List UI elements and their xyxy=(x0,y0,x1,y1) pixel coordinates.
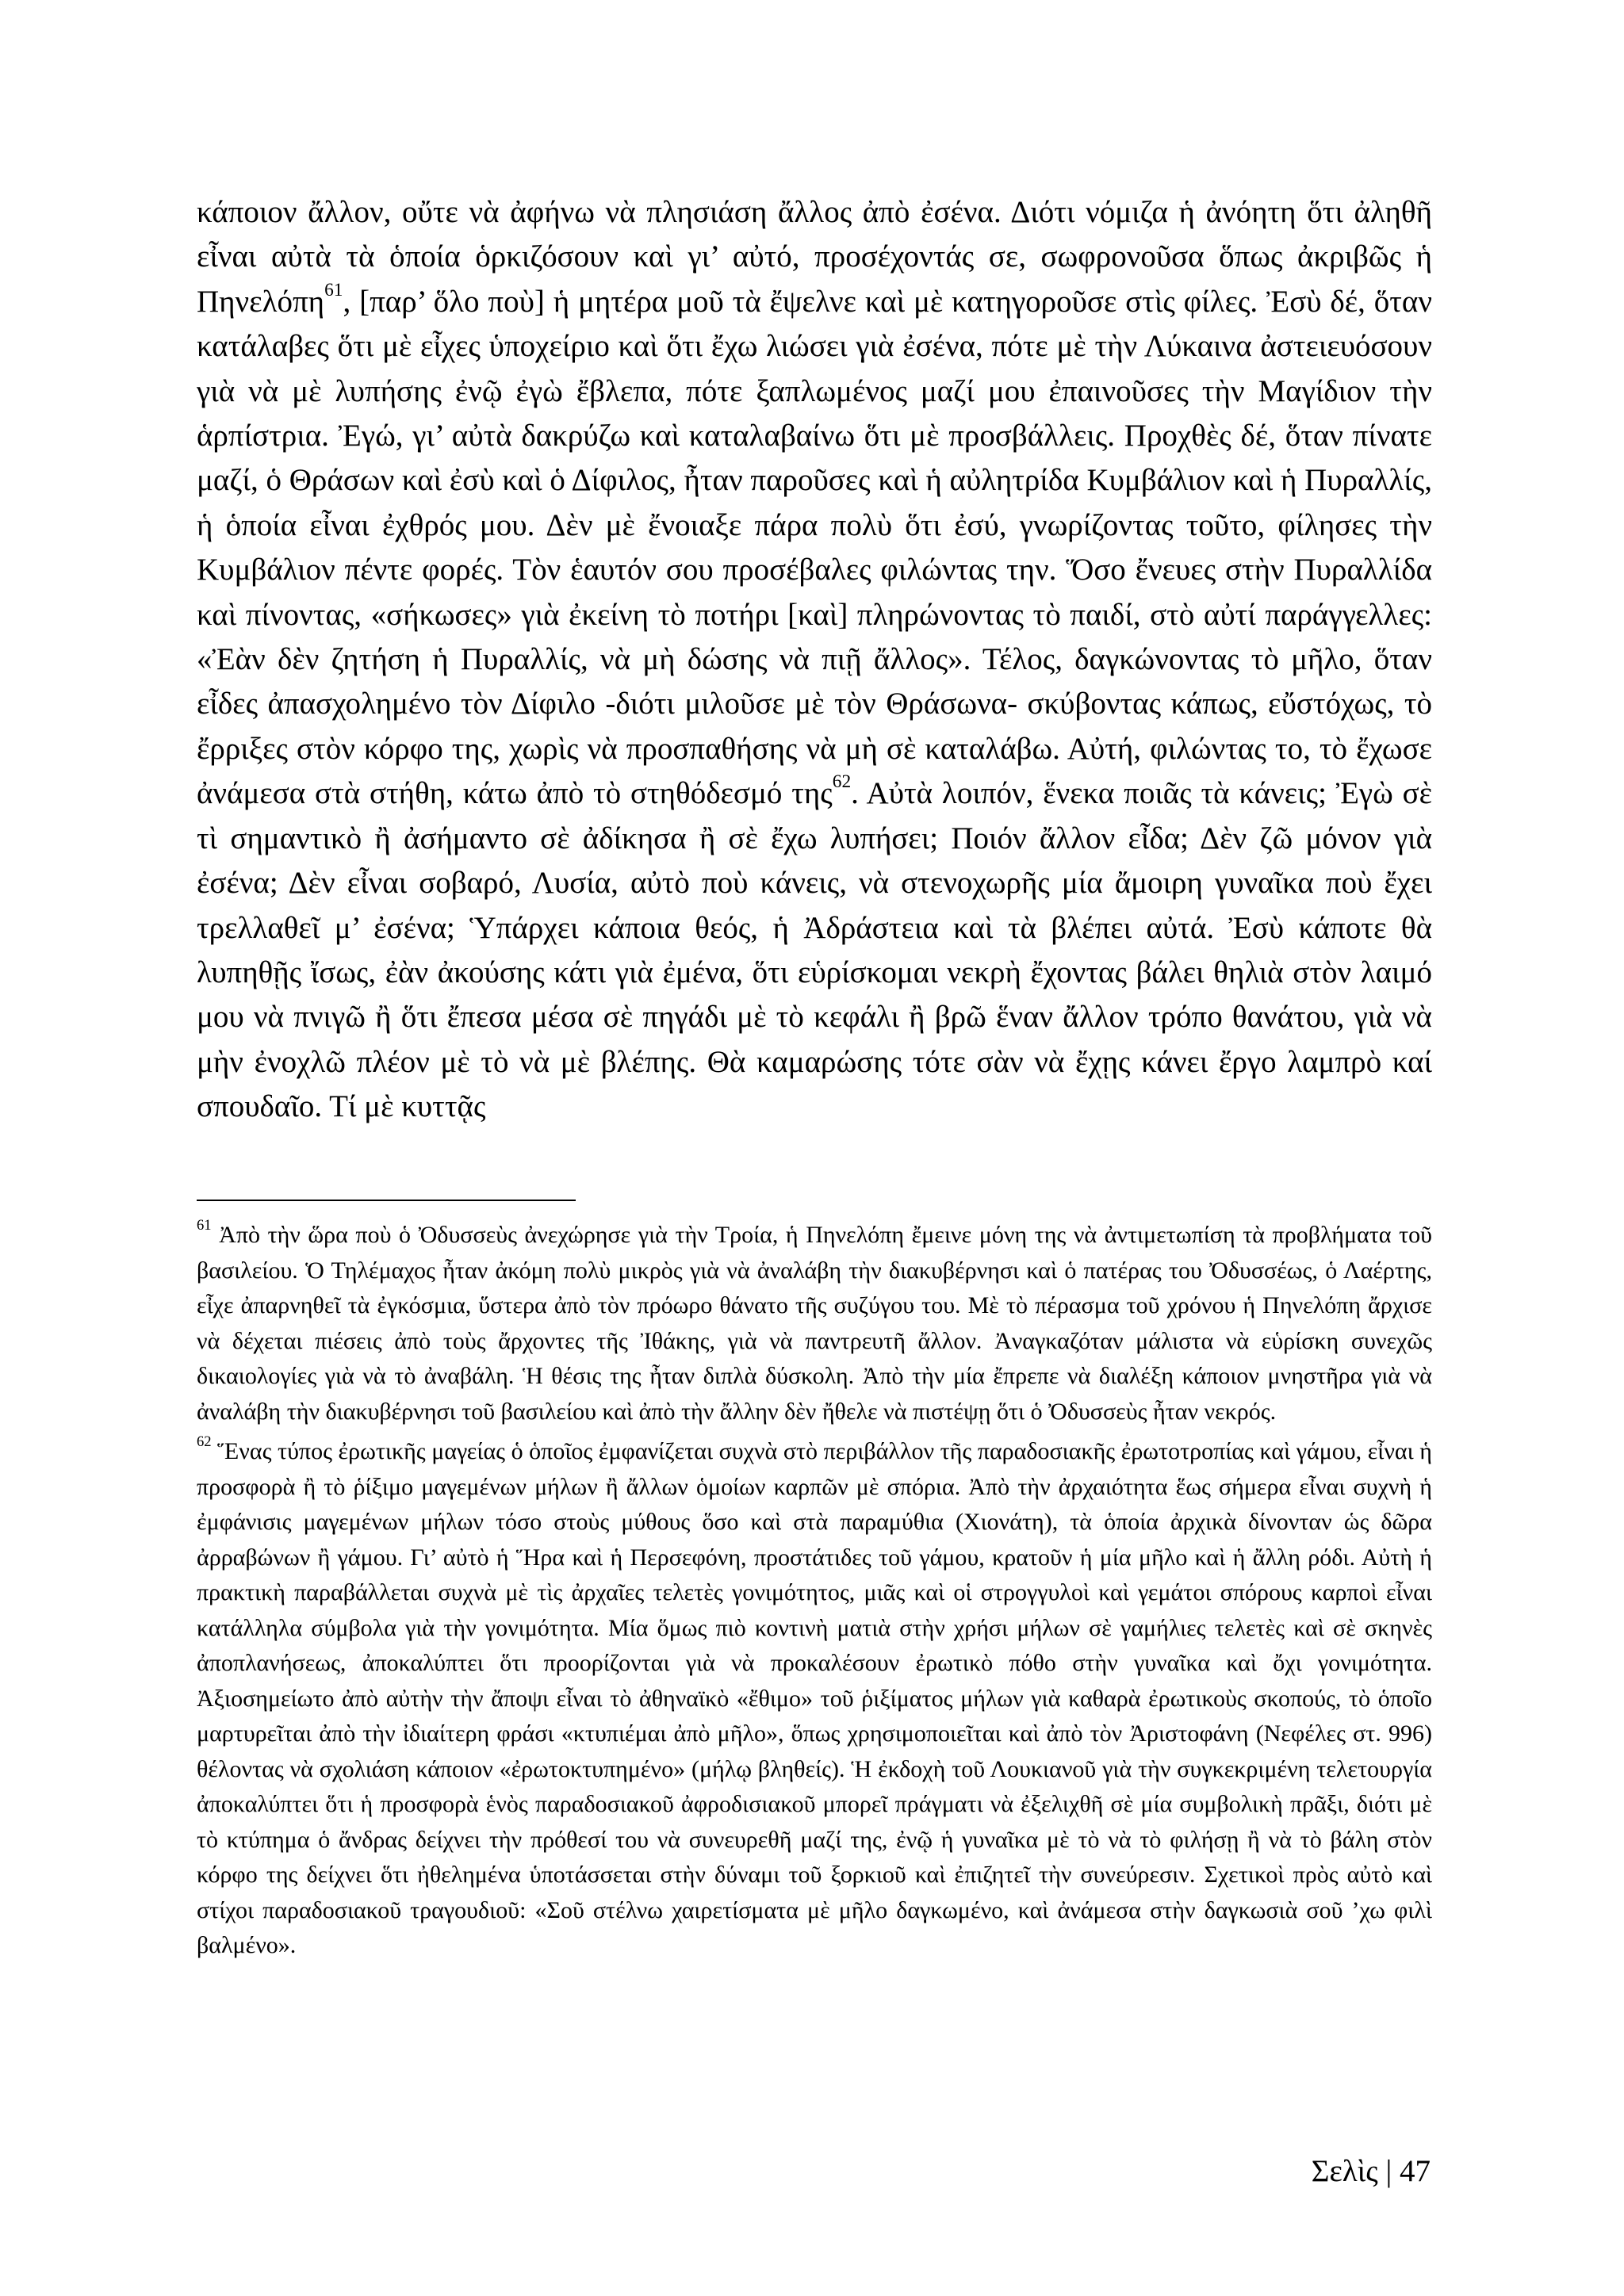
footnote-ref-62[interactable]: 62 xyxy=(832,771,852,793)
footnote-number: 62 xyxy=(197,1433,212,1451)
main-text-part-3: . Αὐτὰ λοιπόν, ἕνεκα ποιᾶς τὰ κάνεις; Ἐγὼ σὲ τὶ σημαντικὸ ἢ ἀσήμαντο σὲ ἀδίκησα ἢ σὲ ἔχω λυπήσει; Ποιόν ἄλλον εἶδα; Δὲν ζῶ μόνον γιὰ ἐσένα; Δὲν εἶναι σοβαρό, Λυσία, αὐτὸ ποὺ κάνεις, νὰ στενοχωρῆς μία ἄμοιρη γυναῖκα ποὺ ἔχει τρελλαθεῖ μ’ ἐσένα; Ὑπάρχει κάποια θεός, ἡ Ἀδράστεια καὶ τὰ βλέπει αὐτά. Ἐσὺ κάποτε θὰ λυπηθῇς ἴσως, ἐὰν ἀκούσης κάτι γιὰ ἐμένα, ὅτι εὑρίσκομαι νεκρὴ ἔχοντας βάλει θηλιὰ στὸν λαιμό μου νὰ πνιγῶ ἢ ὅτι ἔπεσα μέσα σὲ πηγάδι μὲ τὸ κεφάλι ἢ βρῶ ἕναν ἄλλον τρόπο θανάτου, γιὰ νὰ μὴν ἐνοχλῶ πλέον μὲ τὸ νὰ μὲ βλέπης. Θὰ καμαρώσης τότε σὰν νὰ ἔχῃς κάνει ἔργο λαμπρὸ καί σπουδαῖο. Τί μὲ κυττᾷς xyxy=(197,776,1432,1124)
footnote-ref-61[interactable]: 61 xyxy=(324,279,343,300)
main-text xyxy=(197,190,1432,1130)
footnote-number: 61 xyxy=(197,1217,212,1234)
page-number: Σελὶς | 47 xyxy=(1311,2154,1431,2188)
footnote-text: Ἀπὸ τὴν ὥρα ποὺ ὁ Ὀδυσσεὺς ἀνεχώρησε γιὰ τὴν Τροία, ἡ Πηνελόπη ἔμεινε μόνη της νὰ ἀντιμετωπίση τὰ προβλήματα τοῦ βασιλείου. Ὁ Τηλέμαχος ἦταν ἀκόμη πολὺ μικρὸς γιὰ νὰ ἀναλάβη τὴν διακυβέρνησι καὶ ὁ πατέρας του Ὀδυσσέως, ὁ Λαέρτης, εἶχε ἀπαρνηθεῖ τὰ ἐγκόσμια, ὕστερα ἀπὸ τὸν πρόωρο θάνατο τῆς συζύγου του. Μὲ τὸ πέρασμα τοῦ χρόνου ἡ Πηνελόπη ἄρχισε νὰ δέχεται πιέσεις ἀπὸ τοὺς ἄρχοντες τῆς Ἰθάκης, γιὰ νὰ παντρευτῆ ἄλλον. Ἀναγκαζόταν μάλιστα νὰ εὑρίσκη συνεχῶς δικαιολογίες γιὰ νὰ τὸ ἀναβάλη. Ἡ θέσις της ἦταν διπλὰ δύσκολη. Ἀπὸ τὴν μία ἔπρεπε νὰ διαλέξη κάποιον μνηστῆρα γιὰ νὰ ἀναλάβη τὴν διακυβέρνησι τοῦ βασιλείου καὶ ἀπὸ τὴν ἄλλην δὲν ἤθελε νὰ πιστέψῃ ὅτι ὁ Ὀδυσσεὺς ἦταν νεκρός. xyxy=(197,1222,1432,1425)
footnotes xyxy=(197,1218,1432,1969)
main-text-part-1: κάποιον ἄλλον, οὔτε νὰ ἀφήνω νὰ πλησιάση ἄλλος ἀπὸ ἐσένα. Διότι νόμιζα ἡ ἀνόητη ὅτι ἀληθῆ εἶναι αὐτὰ τὰ ὁποία ὁρκιζόσουν καὶ γι’ αὐτό, προσέχοντάς σε, σωφρονοῦσα ὅπως ἀκριβῶς ἡ Πηνελόπη xyxy=(197,195,1432,319)
main-text-part-2: , [παρ’ ὅλο ποὺ] ἡ μητέρα μοῦ τὰ ἔψελνε καὶ μὲ κατηγοροῦσε στὶς φίλες. Ἐσὺ δέ, ὅταν κατάλαβες ὅτι μὲ εἶχες ὑποχείριο καὶ ὅτι ἔχω λιώσει γιὰ ἐσένα, πότε μὲ τὴν Λύκαινα ἀστειευόσουν γιὰ νὰ μὲ λυπήσης ἐνῷ ἐγὼ ἔβλεπα, πότε ξαπλωμένος μαζί μου ἐπαινοῦσες τὴν Μαγίδιον τὴν ἁρπίστρια. Ἐγώ, γι’ αὐτὰ δακρύζω καὶ καταλαβαίνω ὅτι μὲ προσβάλλεις. Προχθὲς δέ, ὅταν πίνατε μαζί, ὁ Θράσων καὶ ἐσὺ καὶ ὁ Δίφιλος, ἦταν παροῦσες καὶ ἡ αὐλητρίδα Κυμβάλιον καὶ ἡ Πυραλλίς, ἡ ὁποία εἶναι ἐχθρός μου. Δὲν μὲ ἔνοιαξε πάρα πολὺ ὅτι ἐσύ, γνωρίζοντας τοῦτο, φίλησες τὴν Κυμβάλιον πέντε φορές. Τὸν ἑαυτόν σου προσέβαλες φιλώντας την. Ὅσο ἔνευες στὴν Πυραλλίδα καὶ πίνοντας, «σήκωσες» γιὰ ἐκείνη τὸ ποτήρι [καὶ] πληρώνοντας τὸ παιδί, στὸ αὐτί παράγγελλες: «Ἐὰν δὲν ζητήση ἡ Πυραλλίς, νὰ μὴ δώσης νὰ πιῇ ἄλλος». Τέλος, δαγκώνοντας τὸ μῆλο, ὅταν εἶδες ἀπασχολημένο τὸν Δίφιλο -διότι μιλοῦσε μὲ τὸν Θράσωνα- σκύβοντας κάπως, εὔστόχως, τὸ ἔρριξες στὸν κόρφο της, χωρὶς νὰ προσπαθήσης νὰ μὴ σὲ καταλάβω. Αὐτή, φιλώντας το, τὸ ἔχωσε ἀνάμεσα στὰ στήθη, κάτω ἀπὸ τὸ στηθόδεσμό της xyxy=(197,284,1432,811)
footnote-separator xyxy=(197,1200,576,1201)
footnote-61 xyxy=(197,1218,1432,1429)
footnote-text: Ἕνας τύπος ἐρωτικῆς μαγείας ὁ ὁποῖος ἐμφανίζεται συχνὰ στὸ περιβάλλον τῆς παραδοσιακῆς ἐρωτοτροπίας καὶ γάμου, εἶναι ἡ προσφορὰ ἢ τὸ ῥίξιμο μαγεμένων μήλων ἢ ἄλλων ὁμοίων καρπῶν μὲ σπόρια. Ἀπὸ τὴν ἀρχαιότητα ἕως σήμερα εἶναι συχνὴ ἡ ἐμφάνισις μαγεμένων μήλων τόσο στοὺς μύθους ὅσο καὶ στὰ παραμύθια (Χιονάτη), τὰ ὁποία ἀρχικὰ δίνονταν ὡς δῶρα ἀρραβώνων ἢ γάμου. Γι’ αὐτὸ ἡ Ἥρα καὶ ἡ Περσεφόνη, προστάτιδες τοῦ γάμου, κρατοῦν ἡ μία μῆλο καὶ ἡ ἄλλη ρόδι. Αὐτὴ ἡ πρακτικὴ παραβάλλεται συχνὰ μὲ τὶς ἀρχαῖες τελετὲς γονιμότητος, μιᾶς καὶ οἱ στρογγυλοὶ καὶ γεμάτοι σπόρους καρποὶ εἶναι κατάλληλα σύμβολα γιὰ τὴν γονιμότητα. Μία ὅμως πιὸ κοντινὴ ματιὰ στὴν χρήσι μήλων σὲ γαμήλιες τελετὲς καὶ σὲ σκηνὲς ἀποπλανήσεως, ἀποκαλύπτει ὅτι προορίζονται γιὰ νὰ προκαλέσουν ἐρωτικὸ πόθο στὴν γυναῖκα καὶ ὄχι γονιμότητα. Ἀξιοσημείωτο ἀπὸ αὐτὴν τὴν ἄποψι εἶναι τὸ ἀθηναϊκὸ «ἔθιμο» τοῦ ῥιξίματος μήλων γιὰ καθαρὰ ἐρωτικοὺς σκοπούς, τὸ ὁποῖο μαρτυρεῖται ἀπὸ τὴν ἰδιαίτερη φράσι «κτυπιέμαι ἀπὸ μῆλο», ὅπως χρησιμοποιεῖται καὶ ἀπὸ τὸν Ἀριστοφάνη (Νεφέλες στ. 996) θέλοντας νὰ σχολιάση κάποιον «ἐρωτοκτυπημένο» (μήλῳ βληθείς). Ἡ ἐκδοχὴ τοῦ Λουκιανοῦ γιὰ τὴν συγκεκριμένη τελετουργία ἀποκαλύπτει ὅτι ἡ προσφορὰ ἑνὸς παραδοσιακοῦ ἀφροδισιακοῦ μπορεῖ πράγματι νὰ ἐξελιχθῆ σὲ μία συμβολικὴ πρᾶξι, διότι μὲ τὸ κτύπημα ὁ ἄνδρας δείχνει τὴν πρόθεσί του νὰ συνευρεθῆ μαζί της, ἐνῷ ἡ γυναῖκα μὲ τὸ νὰ τὸ φιλήσῃ ἢ νὰ τὸ βάλη στὸν κόρφο της δείχνει ὅτι ἠθελημένα ὑποτάσσεται στὴν δύναμι τοῦ ξορκιοῦ καὶ ἐπιζητεῖ τὴν συνεύρεσιν. Σχετικοὶ πρὸς αὐτὸ καὶ στίχοι παραδοσιακοῦ τραγουδιοῦ: «Σοῦ στέλνω χαιρετίσματα μὲ μῆλο δαγκωμένο, καὶ ἀνάμεσα στὴν δαγκωσιὰ σοῦ ’χω φιλὶ βαλμένο». xyxy=(197,1438,1432,1958)
footnote-62 xyxy=(197,1434,1432,1964)
